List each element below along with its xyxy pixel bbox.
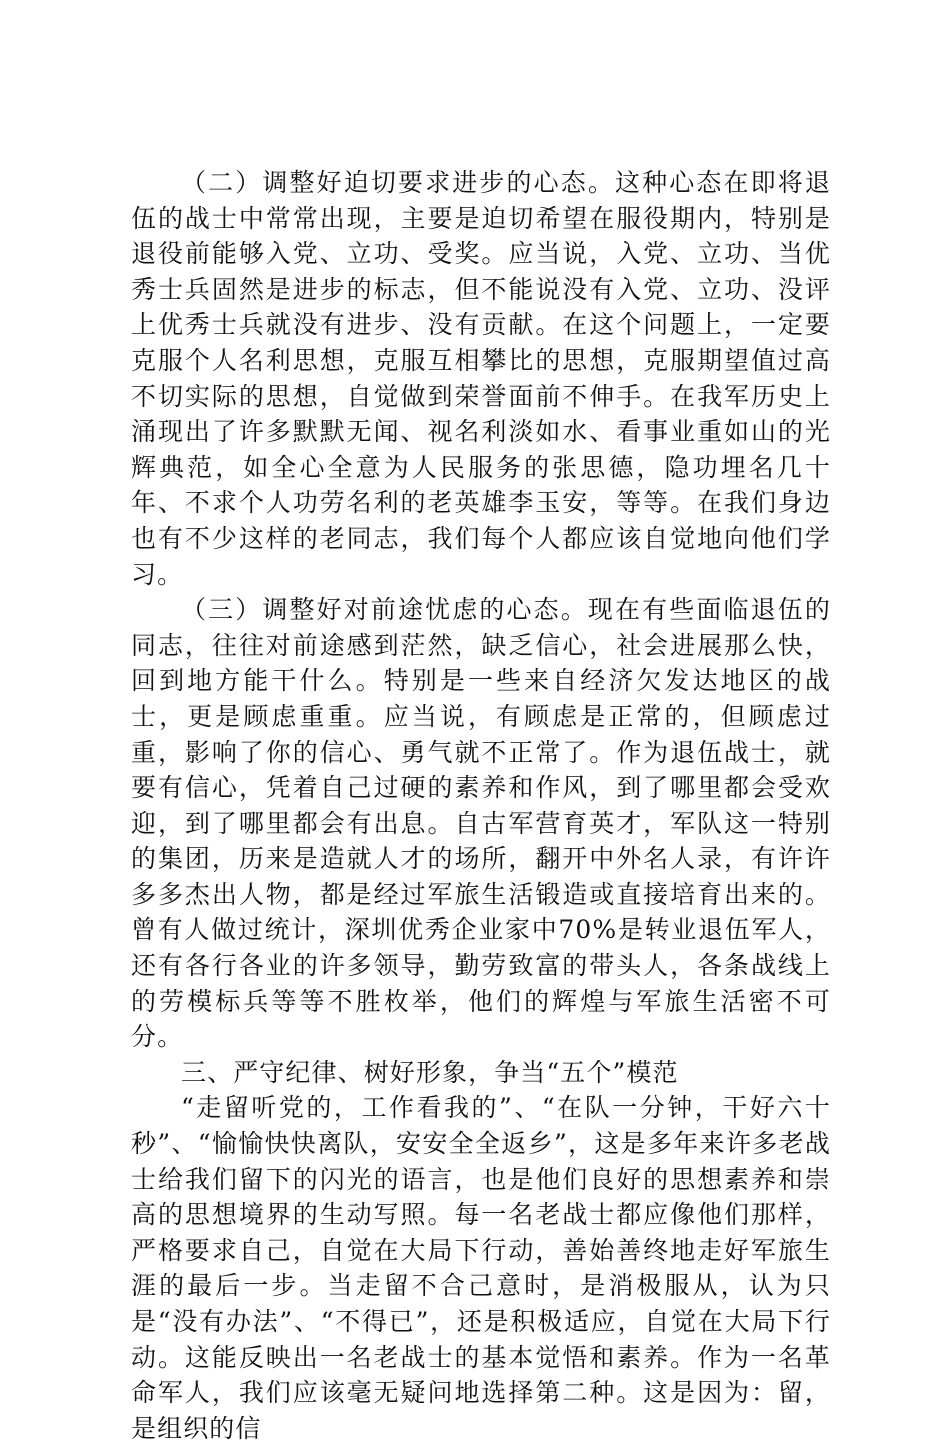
paragraph-veteran-slogans: “走留听党的，工作看我的”、“在队一分钟，干好六十秒”、“愉愉快快离队，安安全全返乡”，这是多年来许多老战士给我们留下的闪光的语言，也是他们良好的思想素养和崇高的思想境界的生动写照。每一名老战士都应像他们那样，严格要求自己，自觉在大局下行动，善始善终地走好军旅生涯的最后一步。当走留不合己意时，是消极服从，认为只是“没有办法”、“不得已”，还是积极适应，自觉在大局下行动。这能反映出一名老战士的基本觉悟和素养。作为一名革命军人，我们应该毫无疑问地选择第二种。这是因为：留，是组织的信 [131, 1093, 831, 1443]
section-heading-discipline: 三、严守纪律、树好形象，争当“五个”模范 [181, 1057, 679, 1087]
paragraph-adjust-eager-mindset: （二）调整好迫切要求进步的心态。这种心态在即将退伍的战士中常常出现，主要是迫切希望在服役期内，特别是退役前能够入党、立功、受奖。应当说，入党、立功、当优秀士兵固然是进步的标志，但不能说没有入党、立功、没评上优秀士兵就没有进步、没有贡献。在这个问题上，一定要克服个人名利思想，克服互相攀比的思想，克服期望值过高不切实际的思想，自觉做到荣誉面前不伸手。在我军历史上涌现出了许多默默无闻、视名利淡如水、看事业重如山的光辉典范，如全心全意为人民服务的张思德，隐功埋名几十年、不求个人功劳名利的老英雄李玉安，等等。在我们身边也有不少这样的老同志，我们每个人都应该自觉地向他们学习。 [131, 168, 831, 589]
paragraph-adjust-future-worry: （三）调整好对前途忧虑的心态。现在有些面临退伍的同志，往往对前途感到茫然，缺乏信心，社会进展那么快，回到地方能干什么。特别是一些来自经济欠发达地区的战士，更是顾虑重重。应当说，有顾虑是正常的，但顾虑过重，影响了你的信心、勇气就不正常了。作为退伍战士，就要有信心，凭着自己过硬的素养和作风，到了哪里都会受欢迎，到了哪里都会有出息。自古军营育英才，军队这一特别的集团，历来是造就人才的场所，翻开中外名人录，有许许多多杰出人物，都是经过军旅生活锻造或直接培育出来的。曾有人做过统计，深圳优秀企业家中70%是转业退伍军人，还有各行各业的许多领导，勤劳致富的带头人，各条战线上的劳模标兵等等不胜枚举，他们的辉煌与军旅生活密不可分。 [131, 595, 831, 1052]
document-body [131, 165, 831, 1446]
